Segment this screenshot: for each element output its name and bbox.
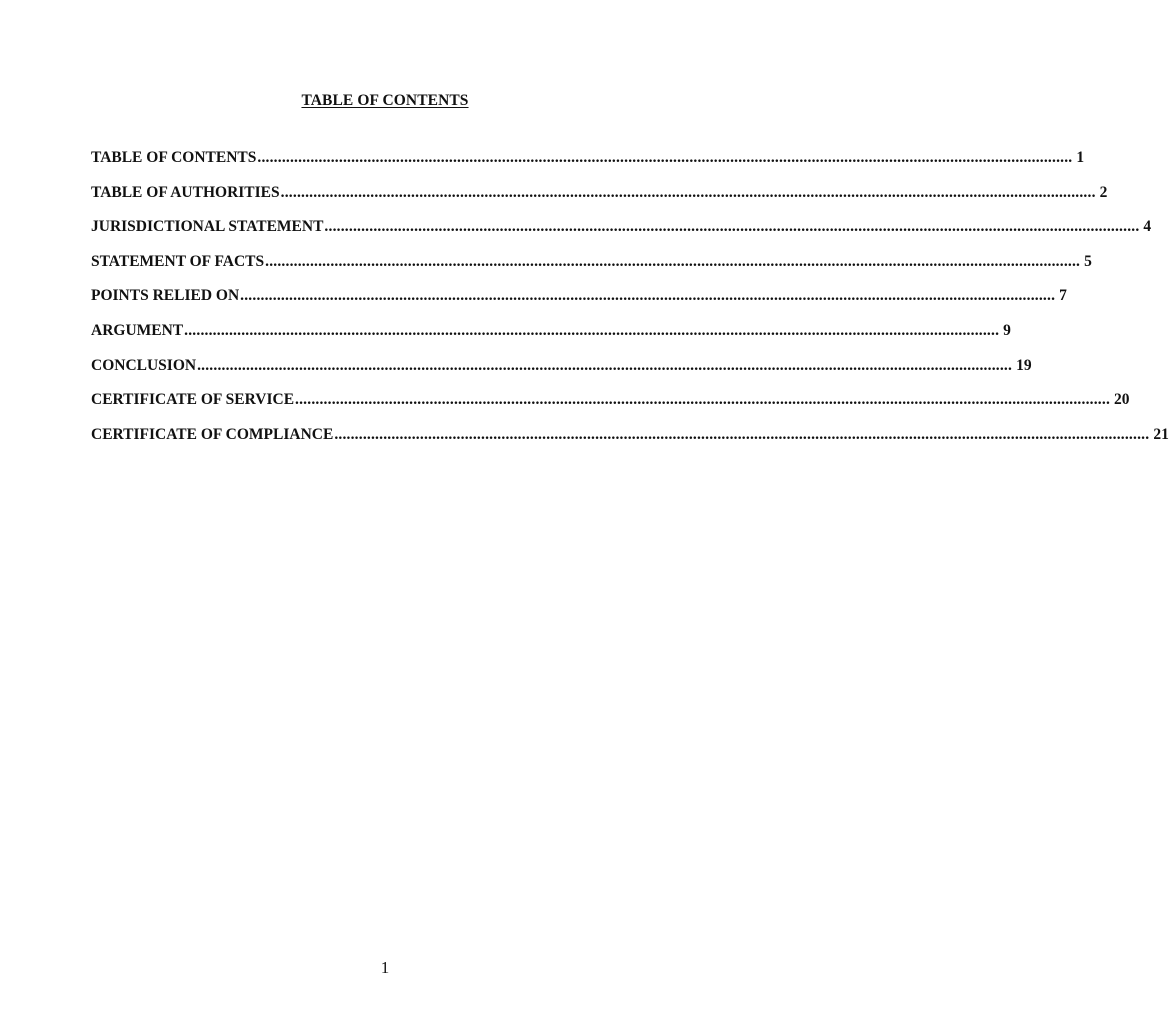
toc-entry-title: CERTIFICATE OF COMPLIANCE [91, 425, 334, 443]
toc-entry [91, 356, 1032, 392]
toc-entry-title: CERTIFICATE OF SERVICE [91, 391, 295, 409]
dot-leader: ........................................................................................................................................................................................................ [240, 287, 1056, 305]
toc-entry-title: TABLE OF AUTHORITIES [91, 183, 280, 201]
toc-entry [91, 287, 1067, 322]
table-of-contents [91, 149, 1169, 460]
toc-entry-page: 19 [1016, 356, 1032, 374]
page-number: 1 [380, 958, 390, 977]
toc-entry [91, 391, 1130, 426]
toc-entry [91, 183, 1108, 219]
page-title: TABLE OF CONTENTS [301, 92, 469, 109]
toc-entry-page: 5 [1084, 252, 1092, 270]
toc-entry-page: 4 [1143, 218, 1152, 236]
toc-entry-title: TABLE OF CONTENTS [91, 149, 257, 166]
dot-leader: ........................................................................................................................................................................................................ [295, 391, 1111, 409]
dot-leader: ........................................................................................................................................................................................................ [324, 218, 1140, 236]
toc-entry-title: STATEMENT OF FACTS [91, 252, 265, 270]
toc-entry-page: 2 [1099, 183, 1108, 201]
toc-entry [91, 218, 1152, 253]
toc-entry-page: 1 [1076, 149, 1085, 166]
toc-entry-page: 21 [1153, 425, 1169, 443]
dot-leader: ........................................................................................................................................................................................................ [265, 252, 1081, 270]
toc-entry [91, 425, 1169, 461]
toc-entry-page: 7 [1059, 287, 1067, 305]
dot-leader: ........................................................................................................................................................................................................ [280, 183, 1096, 201]
dot-leader: ........................................................................................................................................................................................................ [334, 425, 1150, 443]
toc-entry-title: JURISDICTIONAL STATEMENT [91, 218, 324, 236]
toc-entry-page: 9 [1003, 321, 1011, 339]
toc-entry-title: CONCLUSION [91, 356, 197, 374]
toc-entry-page: 20 [1114, 391, 1130, 409]
toc-entry [91, 252, 1092, 288]
toc-entry [91, 149, 1085, 184]
dot-leader: ........................................................................................................................................................................................................ [257, 149, 1073, 166]
toc-entry-title: ARGUMENT [91, 321, 184, 339]
dot-leader: ........................................................................................................................................................................................................ [184, 321, 1000, 339]
toc-entry [91, 321, 1011, 357]
toc-entry-title: POINTS RELIED ON [91, 287, 240, 305]
dot-leader: ........................................................................................................................................................................................................ [197, 356, 1013, 374]
